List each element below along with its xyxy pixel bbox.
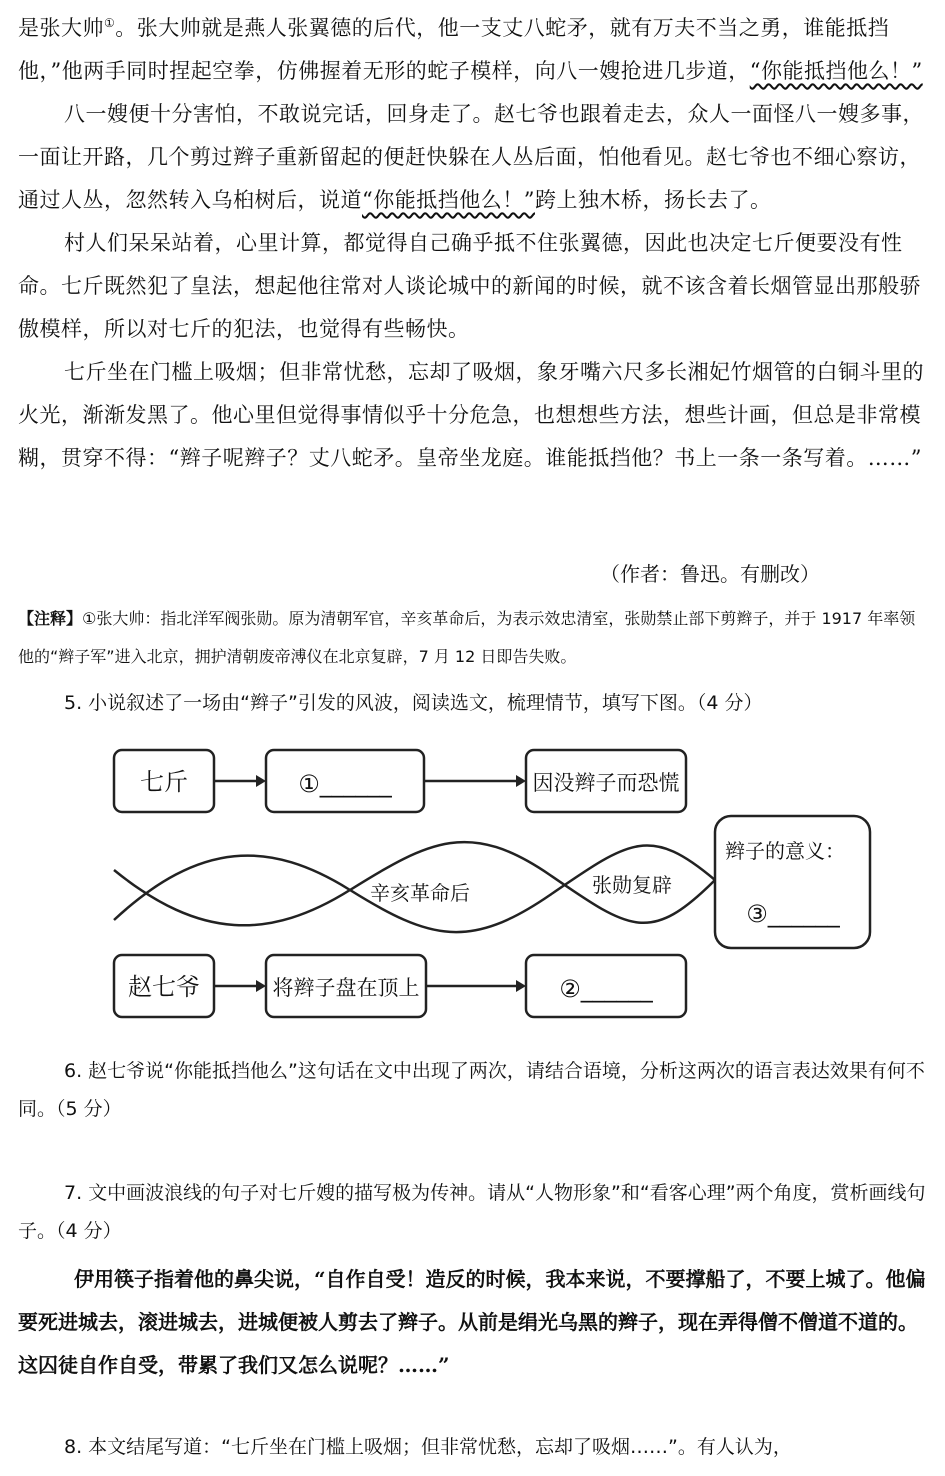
wavy-underlined-quote: “你能抵挡他么！”: [749, 59, 923, 83]
arrow-head: [516, 775, 526, 787]
label-fear: 因没辫子而恐慌: [532, 771, 680, 795]
passage-paragraph: 是张大帅①。张大帅就是燕人张翼德的后代，他一支丈八蛇矛，就有万夫不当之勇，谁能抵挡他，”他两手同时捏起空拳，仿佛握着无形的蛇子模样，向八一嫂抢进几步道，“你能抵挡他么！”: [18, 16, 923, 83]
label-blank-1: ①______: [298, 770, 392, 798]
label-coil: 将辫子盘在顶上: [272, 976, 420, 1000]
question-6: 6. 赵七爷说“你能抵挡他么”这句话在文中出现了两次，请结合语境，分析这两次的语言表达效果有何不同。（5 分）: [18, 1060, 925, 1120]
passage-paragraph: 村人们呆呆站着，心里计算，都觉得自己确乎抵不住张翼德，因此也决定七斤便要没有性命。七斤既然犯了皇法，想起他往常对人谈论城中的新闻的时候，就不该含着长烟管显出那般骄傲模样，所以对七斤的犯法，也觉得有些畅快。: [18, 231, 921, 341]
label-zhao: 赵七爷: [128, 973, 200, 1001]
box-meaning: [715, 816, 870, 948]
footnote-marker: ①: [104, 16, 116, 30]
label-blank-3: ③______: [746, 900, 840, 928]
label-wave-left: 辛亥革命后: [370, 881, 470, 905]
arrow-head: [256, 980, 266, 992]
question-7-quote: 伊用筷子指着他的鼻尖说，“自作自受！造反的时候，我本来说，不要撑船了，不要上城了。他偏要死进城去，滚进城去，进城便被人剪去了辫子。从前是绢光乌黑的辫子，现在弄得僧不僧道不道的。这囚徒自作自受，带累了我们又怎么说呢？……”: [18, 1267, 926, 1377]
wavy-underlined-quote: “你能抵挡他么！”: [362, 188, 535, 212]
passage-paragraph: 八一嫂便十分害怕，不敢说完话，回身走了。赵七爷也跟着走去，众人一面怪八一嫂多事，一面让开路，几个剪过辫子重新留起的便赶快躲在人丛后面，怕他看见。赵七爷也不细心察访，通过人丛，忽然转入乌桕树后，说道“你能抵挡他么！”跨上独木桥，扬长去了。: [18, 102, 924, 212]
arrow-head: [516, 980, 526, 992]
passage: [18, 2, 928, 480]
label-blank-2: ②______: [559, 975, 653, 1003]
question-7: 7. 文中画波浪线的句子对七斤嫂的描写极为传神。请从“人物形象”和“看客心理”两个角度，赏析画线句子。（4 分）: [18, 1182, 926, 1242]
author-line: （作者：鲁迅。有删改）: [600, 562, 820, 586]
arrow-head: [256, 775, 266, 787]
label-wave-right: 张勋复辟: [592, 873, 672, 897]
question-5: 5. 小说叙述了一场由“辫子”引发的风波，阅读选文，梳理情节，填写下图。（4 分）: [64, 692, 763, 714]
label-qijin: 七斤: [140, 768, 188, 796]
question-8: 8. 本文结尾写道：“七斤坐在门槛上吸烟；但非常忧愁，忘却了吸烟……”。有人认为，: [64, 1436, 792, 1458]
footnote: 【注释】①张大帅：指北洋军阀张勋。原为清朝军官，辛亥革命后，为表示效忠清室，张勋禁止部下剪辫子，并于 1917 年率领他的“辫子军”进入北京，拥护清朝废帝溥仪在北京复辟，7 月 12 日即告失败。: [18, 609, 916, 666]
passage-paragraph: 七斤坐在门槛上吸烟；但非常忧愁，忘却了吸烟，象牙嘴六尺多长湘妃竹烟管的白铜斗里的火光，渐渐发黑了。他心里但觉得事情似乎十分危急，也想想些方法，想些计画，但总是非常模糊，贯穿不得：“辫子呢辫子？丈八蛇矛。皇帝坐龙庭。谁能抵挡他？书上一条一条写着。……”: [18, 360, 924, 470]
plot-diagram: [0, 730, 945, 1030]
label-meaning-title: 辫子的意义：: [725, 839, 845, 863]
